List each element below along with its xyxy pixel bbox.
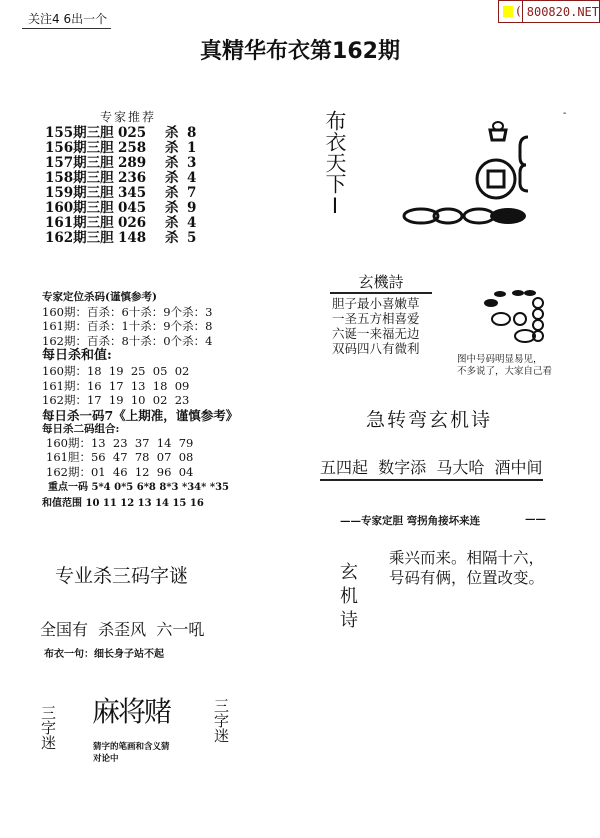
expert-row-k: 9 bbox=[187, 200, 197, 216]
expert-row bbox=[45, 171, 199, 186]
xuanji-box bbox=[332, 272, 430, 356]
coins-illustration bbox=[400, 115, 540, 230]
corner-mark: - bbox=[563, 108, 567, 119]
expert-row-nums: 148 bbox=[118, 230, 147, 246]
expert-row-period: 158期三胆 bbox=[45, 170, 114, 186]
page-title: 真精华布衣第162期 bbox=[200, 39, 400, 64]
number-picture bbox=[482, 288, 552, 344]
caption-line: 不多说了，大家自己看 bbox=[457, 366, 553, 377]
picture-caption bbox=[457, 354, 552, 378]
xuanji-poem bbox=[389, 548, 544, 588]
coin-icon bbox=[490, 208, 526, 224]
expert-row-kill: 杀 bbox=[165, 230, 179, 246]
position-kill-row: 162期：百杀：8十杀：0个杀：4 bbox=[42, 333, 213, 348]
badge-prefix: ( bbox=[516, 1, 523, 22]
expert-row-nums: 289 bbox=[118, 155, 147, 171]
expert-row-nums: 025 bbox=[118, 125, 147, 141]
expert-row-period: 155期三胆 bbox=[45, 125, 114, 141]
sum-kill-row: 161期：16 17 13 18 09 bbox=[42, 378, 190, 393]
one-code-kill: 每日杀一码7《上期准，谨慎参考》 bbox=[42, 407, 239, 423]
position-kill-row: 160期：百杀：6十杀：9个杀：3 bbox=[42, 304, 213, 319]
expert-row-nums: 345 bbox=[118, 185, 147, 201]
xuanji-poem-side: 玄机诗 bbox=[337, 562, 358, 634]
expert-row-kill: 杀 bbox=[165, 170, 179, 186]
expert-list bbox=[45, 126, 199, 246]
brain-teaser-title: 急转弯玄机诗 bbox=[366, 409, 493, 431]
expert-row-nums: 236 bbox=[118, 170, 147, 186]
expert-row-kill: 杀 bbox=[165, 200, 179, 216]
position-kill-heading: 专家定位杀码(谨慎参考) bbox=[42, 291, 157, 303]
expert-row bbox=[45, 156, 199, 171]
xuanji-line: 六诞一来福无边 bbox=[332, 326, 420, 341]
two-code-row: 162期：01 46 12 96 04 bbox=[46, 464, 194, 479]
sum-range: 和值范围 10 11 12 13 14 15 16 bbox=[42, 498, 204, 509]
two-code-row: 160期：13 23 37 14 79 bbox=[46, 435, 194, 450]
xuanji-title: 玄機詩 bbox=[330, 272, 432, 294]
expert-row-period: 159期三胆 bbox=[45, 185, 114, 201]
position-kill-row: 161期：百杀：1十杀：9个杀：8 bbox=[42, 319, 213, 333]
expert-row bbox=[45, 216, 199, 231]
sum-kill-row: 162期：17 19 10 02 23 bbox=[42, 393, 190, 407]
xuanji-line: 双码四八有微利 bbox=[332, 341, 420, 356]
expert-row-nums: 045 bbox=[118, 200, 147, 216]
expert-row-kill: 杀 bbox=[165, 185, 179, 201]
expert-row-period: 156期三胆 bbox=[45, 140, 114, 156]
two-code-heading: 每日杀二码组合: bbox=[42, 422, 120, 435]
expert-row-k: 4 bbox=[187, 170, 197, 186]
riddle-side-right: 三字迷 bbox=[212, 698, 230, 743]
xuanji-line: 胆子最小喜嫩草 bbox=[332, 296, 420, 311]
expert-row-k: 8 bbox=[187, 125, 197, 141]
expert-row bbox=[45, 126, 199, 141]
expert-row bbox=[45, 201, 199, 216]
expert-row-period: 161期三胆 bbox=[45, 215, 114, 231]
coin-icon bbox=[477, 160, 515, 198]
expert-row-kill: 杀 bbox=[165, 215, 179, 231]
expert-row-k: 5 bbox=[187, 230, 197, 246]
expert-row bbox=[45, 231, 199, 246]
expert-row-kill: 杀 bbox=[165, 155, 179, 171]
expert-row bbox=[45, 186, 199, 201]
expert-row-k: 4 bbox=[187, 215, 197, 231]
two-code-row: 161胆：56 47 78 07 08 bbox=[46, 450, 194, 464]
buyi-sentence: 布衣一句：细长身子站不起 bbox=[44, 649, 164, 660]
sum-kill-heading: 每日杀和值: bbox=[42, 348, 112, 363]
expert-row-k: 7 bbox=[187, 185, 197, 201]
expert-row-kill: 杀 bbox=[165, 140, 179, 156]
brain-teaser-line: 五四起 数字添 马大哈 酒中间 bbox=[320, 457, 543, 481]
poem-line: 号码有俩，位置改变。 bbox=[389, 569, 545, 587]
expert-row-k: 3 bbox=[187, 155, 197, 171]
expert-heading: 专家推荐 bbox=[100, 110, 157, 124]
buyi-tianxia: 布衣天下I bbox=[323, 110, 347, 218]
expert-row-k: 1 bbox=[187, 140, 197, 156]
riddle-big-text: 麻将赌 bbox=[92, 695, 171, 728]
caption-line: 图中号码明显易见， bbox=[457, 354, 543, 365]
expert-row bbox=[45, 141, 199, 156]
expert-dan-line: ——专家定胆 弯拐角接坏来连 bbox=[340, 515, 481, 527]
sum-kill-row: 160期：18 19 25 05 02 bbox=[42, 364, 190, 378]
riddle-heading: 专业杀三码字谜 bbox=[55, 565, 189, 587]
riddle-side-left: 三字迷 bbox=[39, 705, 57, 750]
riddle-caption: 猜字的笔画和含义猜 bbox=[93, 742, 170, 752]
site-badge[interactable] bbox=[498, 0, 600, 23]
expert-row-nums: 258 bbox=[118, 140, 147, 156]
yellow-square-icon bbox=[503, 6, 513, 17]
expert-row-period: 162期三胆 bbox=[45, 230, 114, 246]
expert-row-period: 160期三胆 bbox=[45, 200, 114, 216]
expert-row-kill: 杀 bbox=[165, 125, 179, 141]
position-kill-section bbox=[42, 290, 238, 511]
follow-note: 关注4 6出一个 bbox=[22, 10, 111, 29]
key-code: 重点一码 5*4 0*5 6*8 8*3 *34* *35 bbox=[48, 482, 229, 493]
xuanji-line: 一圣五方相喜爱 bbox=[332, 311, 420, 326]
expert-row-nums: 026 bbox=[118, 215, 147, 231]
expert-dan-dash: —— bbox=[525, 513, 546, 525]
badge-text: 800820.NET bbox=[526, 4, 599, 19]
poem-line: 乘兴而来。相隔十六， bbox=[389, 549, 545, 567]
coin-icon bbox=[464, 209, 494, 223]
expert-row-period: 157期三胆 bbox=[45, 155, 114, 171]
riddle-caption: 对论中 bbox=[93, 754, 119, 764]
riddle-line: 全国有 杀歪风 六一吼 bbox=[40, 620, 205, 639]
